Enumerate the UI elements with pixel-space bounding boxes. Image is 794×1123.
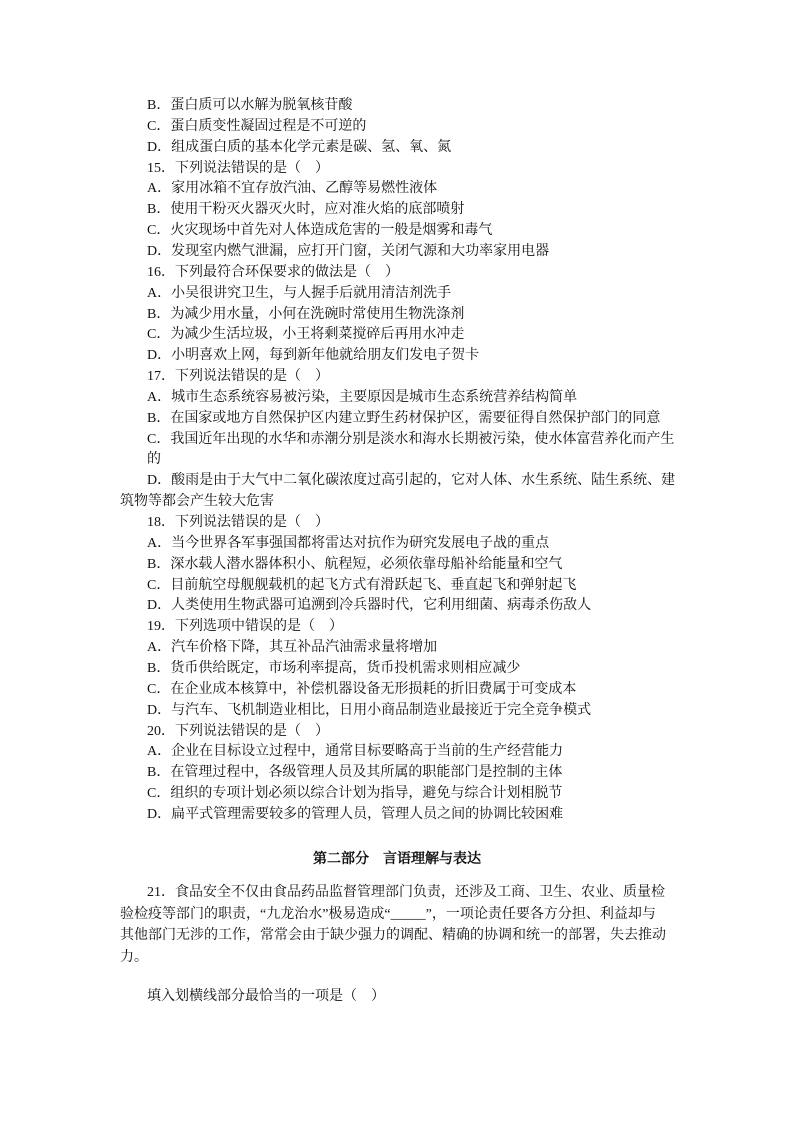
- text-line: D．人类使用生物武器可追溯到冷兵器时代，它利用细菌、病毒杀伤敌人: [147, 598, 592, 614]
- text-line: 筑物等都会产生较大危害: [120, 494, 274, 510]
- text-line: 20．下列说法错误的是（ ）: [147, 723, 329, 739]
- text-line: A．汽车价格下降，其互补品汽油需求量将增加: [147, 640, 438, 656]
- text-line: C．目前航空母舰舰载机的起飞方式有滑跃起飞、垂直起飞和弹射起飞: [147, 577, 577, 593]
- text-line: D．小明喜欢上网，每到新年他就给朋友们发电子贺卡: [147, 348, 480, 364]
- text-line: B．蛋白质可以水解为脱氧核苷酸: [147, 98, 353, 113]
- text-line: C．组织的专项计划必须以综合计划为指导，避免与综合计划相脱节: [147, 786, 563, 802]
- text-line: B．货币供给既定，市场利率提高，货币投机需求则相应减少: [147, 660, 521, 676]
- question-21-line: 21．食品安全不仅由食品药品监督管理部门负责，还涉及工商、卫生、农业、质量检: [147, 885, 665, 900]
- text-line: D．组成蛋白质的基本化学元素是碳、氢、氧、氮: [147, 139, 452, 155]
- text-line: D．酸雨是由于大气中二氧化碳浓度过高引起的，它对人体、水生系统、陆生系统、建: [147, 473, 676, 489]
- text-line: A．企业在目标设立过程中，通常目标要略高于当前的生产经营能力: [147, 744, 564, 760]
- text-line: D．发现室内燃气泄漏，应打开门窗，关闭气源和大功率家用电器: [147, 243, 550, 259]
- question-21-prompt: 填入划横线部分最恰当的一项是（ ）: [147, 989, 385, 1004]
- text-line: A．家用冰箱不宜存放汽油、乙醇等易燃性液体: [147, 181, 438, 197]
- text-line: C．我国近年出现的水华和赤潮分别是淡水和海水长期被污染，使水体富营养化而产生: [147, 431, 675, 447]
- question-21-line: 验检疫等部门的职责，“九龙治水”极易造成“_____”，一项论责任要各方分担、利益却与: [120, 907, 656, 922]
- question-21-line: 力。: [120, 950, 148, 965]
- text-line: B．在国家或地方自然保护区内建立野生药材保护区，需要征得自然保护部门的同意: [147, 410, 661, 426]
- text-line: 的: [147, 452, 161, 468]
- section-heading: 第二部分 言语理解与表达: [313, 852, 481, 867]
- text-line: B．使用干粉灭火器灭火时，应对准火焰的底部喷射: [147, 202, 465, 218]
- text-line: C．在企业成本核算中，补偿机器设备无形损耗的折旧费属于可变成本: [147, 681, 577, 697]
- text-line: 17．下列说法错误的是（ ）: [147, 369, 329, 385]
- text-line: A．城市生态系统容易被污染，主要原因是城市生态系统营养结构简单: [147, 389, 578, 405]
- text-line: D．扁平式管理需要较多的管理人员，管理人员之间的协调比较困难: [147, 806, 564, 822]
- text-line: 15．下列说法错误的是（ ）: [147, 160, 329, 176]
- text-line: D．与汽车、飞机制造业相比，日用小商品制造业最接近于完全竞争模式: [147, 702, 592, 718]
- text-line: B．为减少用水量，小何在洗碗时常使用生物洗涤剂: [147, 306, 465, 322]
- text-line: B．深水载人潜水器体积小、航程短，必须依靠母船补给能量和空气: [147, 556, 563, 572]
- text-line: 18．下列说法错误的是（ ）: [147, 515, 329, 530]
- text-line: C．为减少生活垃圾，小王将剩菜搅碎后再用水冲走: [147, 327, 465, 343]
- text-line: C．火灾现场中首先对人体造成危害的一般是烟雾和毒气: [147, 223, 493, 239]
- text-line: C．蛋白质变性凝固过程是不可逆的: [147, 118, 367, 134]
- text-line: 19．下列选项中错误的是（ ）: [147, 619, 343, 635]
- text-line: 16．下列最符合环保要求的做法是（ ）: [147, 264, 399, 280]
- text-line: A．当今世界各军事强国都将雷达对抗作为研究发展电子战的重点: [147, 535, 550, 551]
- text-line: B．在管理过程中，各级管理人员及其所属的职能部门是控制的主体: [147, 765, 563, 781]
- question-21-line: 其他部门无涉的工作，常常会由于缺少强力的调配、精确的协调和统一的部署，失去推动: [120, 928, 666, 943]
- text-line: A．小吴很讲究卫生，与人握手后就用清洁剂洗手: [147, 285, 452, 301]
